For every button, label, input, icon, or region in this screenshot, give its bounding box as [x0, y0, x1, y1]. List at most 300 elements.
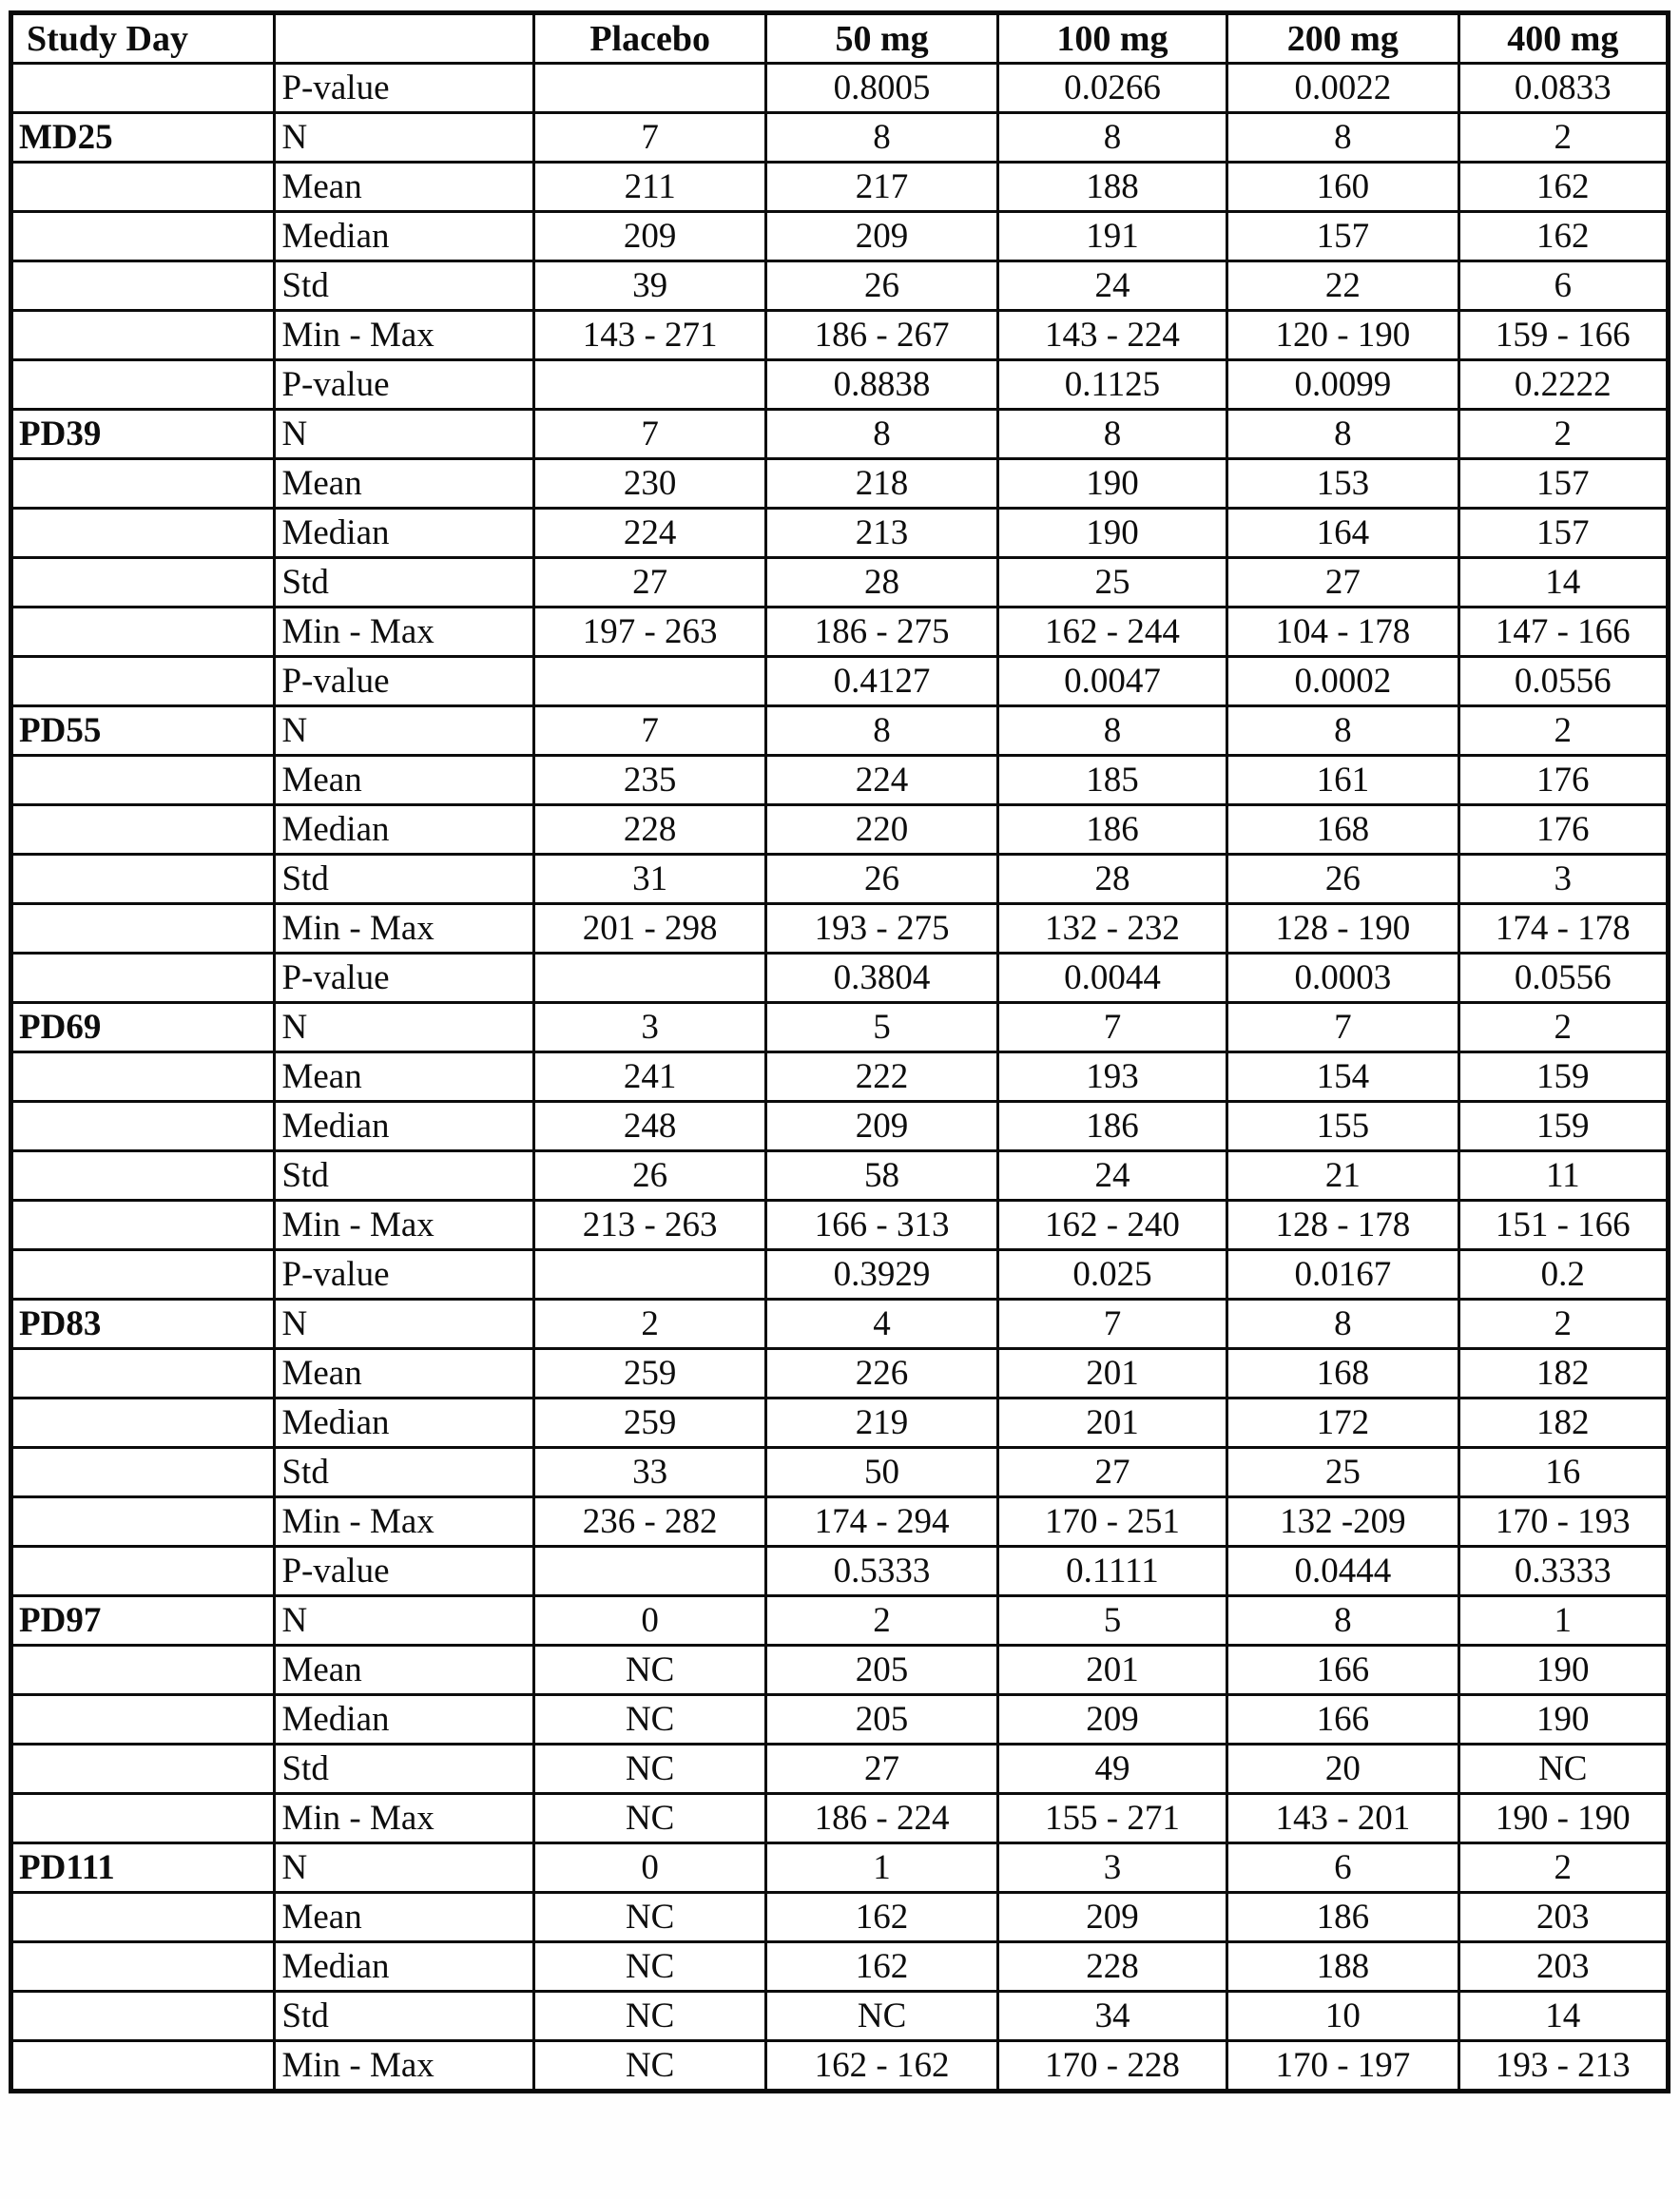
value-cell: 0.8838	[766, 360, 997, 410]
value-cell: 14	[1458, 1992, 1668, 2041]
stat-label: Min - Max	[275, 311, 533, 360]
day-label-empty	[11, 212, 275, 261]
value-cell: NC	[766, 1992, 997, 2041]
value-cell: 27	[766, 1745, 997, 1794]
value-cell: 33	[533, 1448, 765, 1497]
table-row	[11, 1695, 1669, 1745]
value-cell: NC	[533, 1646, 765, 1695]
value-cell: 49	[997, 1745, 1226, 1794]
day-label-empty	[11, 1794, 275, 1843]
day-label-empty	[11, 2041, 275, 2092]
value-cell: 24	[997, 1151, 1226, 1201]
stat-label: Mean	[275, 1646, 533, 1695]
table-row	[11, 1843, 1669, 1893]
value-cell: 186	[1227, 1893, 1458, 1942]
value-cell: 143 - 271	[533, 311, 765, 360]
value-cell: 166 - 313	[766, 1201, 997, 1250]
value-cell: 190	[997, 509, 1226, 558]
day-label-empty	[11, 1893, 275, 1942]
stat-label: Std	[275, 1745, 533, 1794]
value-cell: 132 - 232	[997, 904, 1226, 954]
value-cell: 0.3333	[1458, 1547, 1668, 1596]
table-row	[11, 1250, 1669, 1300]
value-cell: 168	[1227, 805, 1458, 855]
value-cell: 159	[1458, 1102, 1668, 1151]
stat-label: N	[275, 1843, 533, 1893]
day-label-empty	[11, 1942, 275, 1992]
value-cell: 176	[1458, 756, 1668, 805]
value-cell: 24	[997, 261, 1226, 311]
value-cell: 0.0556	[1458, 657, 1668, 706]
day-label-empty	[11, 608, 275, 657]
day-label-empty	[11, 1745, 275, 1794]
value-cell: 209	[997, 1893, 1226, 1942]
value-cell: 25	[1227, 1448, 1458, 1497]
stat-label: Median	[275, 1398, 533, 1448]
value-cell: 209	[766, 212, 997, 261]
value-cell: 8	[997, 410, 1226, 459]
stat-label: Median	[275, 805, 533, 855]
value-cell: 0.0047	[997, 657, 1226, 706]
value-cell: 2	[1458, 113, 1668, 163]
day-label-empty	[11, 904, 275, 954]
value-cell: 0.0266	[997, 64, 1226, 113]
stat-label: N	[275, 410, 533, 459]
stat-label: Mean	[275, 756, 533, 805]
table-row	[11, 1596, 1669, 1646]
day-label-empty	[11, 1992, 275, 2041]
value-cell: 197 - 263	[533, 608, 765, 657]
stat-label: Median	[275, 1695, 533, 1745]
value-cell: 2	[1458, 706, 1668, 756]
table-row	[11, 805, 1669, 855]
table-header-row	[11, 13, 1669, 64]
value-cell: 143 - 224	[997, 311, 1226, 360]
day-label-empty	[11, 657, 275, 706]
table-row	[11, 558, 1669, 608]
value-cell: 222	[766, 1052, 997, 1102]
value-cell: 7	[1227, 1003, 1458, 1052]
day-label-empty	[11, 756, 275, 805]
value-cell: 170 - 251	[997, 1497, 1226, 1547]
table-row	[11, 64, 1669, 113]
table-row	[11, 1497, 1669, 1547]
value-cell: 28	[997, 855, 1226, 904]
stat-label: P-value	[275, 360, 533, 410]
value-cell: 162	[1458, 163, 1668, 212]
day-label-empty	[11, 805, 275, 855]
value-cell: 8	[1227, 1300, 1458, 1349]
value-cell: 174 - 294	[766, 1497, 997, 1547]
value-cell: 0.0044	[997, 954, 1226, 1003]
table-row	[11, 706, 1669, 756]
value-cell: 0.3804	[766, 954, 997, 1003]
value-cell: 166	[1227, 1646, 1458, 1695]
day-label-empty	[11, 1695, 275, 1745]
table-row	[11, 1052, 1669, 1102]
value-cell: 170 - 193	[1458, 1497, 1668, 1547]
value-cell: 0	[533, 1596, 765, 1646]
column-header-200-mg: 200 mg	[1227, 13, 1458, 64]
day-label-pd55: PD55	[11, 706, 275, 756]
stat-label: P-value	[275, 64, 533, 113]
stat-label: N	[275, 1003, 533, 1052]
column-header-placebo: Placebo	[533, 13, 765, 64]
value-cell: 2	[1458, 410, 1668, 459]
value-cell: 26	[533, 1151, 765, 1201]
stat-label: N	[275, 1300, 533, 1349]
value-cell: 186 - 224	[766, 1794, 997, 1843]
day-label-empty	[11, 311, 275, 360]
stat-label: Mean	[275, 1349, 533, 1398]
day-label-empty	[11, 509, 275, 558]
value-cell: 0.8005	[766, 64, 997, 113]
value-cell: 8	[997, 706, 1226, 756]
value-cell: 26	[766, 855, 997, 904]
value-cell: 27	[1227, 558, 1458, 608]
table-row	[11, 1547, 1669, 1596]
study-day-statistics-table	[9, 10, 1670, 2093]
value-cell: 190	[1458, 1646, 1668, 1695]
value-cell: 132 -209	[1227, 1497, 1458, 1547]
value-cell: 162 - 240	[997, 1201, 1226, 1250]
stat-label: Mean	[275, 1052, 533, 1102]
value-cell	[533, 954, 765, 1003]
value-cell: 3	[1458, 855, 1668, 904]
value-cell: 193	[997, 1052, 1226, 1102]
value-cell: 39	[533, 261, 765, 311]
value-cell: 259	[533, 1398, 765, 1448]
stat-label: Min - Max	[275, 1497, 533, 1547]
value-cell: 58	[766, 1151, 997, 1201]
stat-label: Std	[275, 1992, 533, 2041]
value-cell: 8	[766, 706, 997, 756]
value-cell: 186 - 275	[766, 608, 997, 657]
column-header-100-mg: 100 mg	[997, 13, 1226, 64]
value-cell: 209	[766, 1102, 997, 1151]
value-cell: 8	[1227, 1596, 1458, 1646]
value-cell: 0.5333	[766, 1547, 997, 1596]
value-cell: 211	[533, 163, 765, 212]
day-label-empty	[11, 1052, 275, 1102]
value-cell: 27	[533, 558, 765, 608]
value-cell: 3	[533, 1003, 765, 1052]
value-cell: 0.3929	[766, 1250, 997, 1300]
value-cell: 8	[766, 113, 997, 163]
value-cell: 160	[1227, 163, 1458, 212]
value-cell: 0.2	[1458, 1250, 1668, 1300]
value-cell: 0	[533, 1843, 765, 1893]
value-cell: 2	[1458, 1003, 1668, 1052]
value-cell: 6	[1458, 261, 1668, 311]
value-cell: 172	[1227, 1398, 1458, 1448]
table-row	[11, 657, 1669, 706]
table-row	[11, 855, 1669, 904]
stat-label: Std	[275, 261, 533, 311]
value-cell: 28	[766, 558, 997, 608]
day-label-pd111: PD111	[11, 1843, 275, 1893]
table-row	[11, 1398, 1669, 1448]
day-label-pd83: PD83	[11, 1300, 275, 1349]
table-row	[11, 1300, 1669, 1349]
value-cell: 226	[766, 1349, 997, 1398]
value-cell: NC	[533, 1745, 765, 1794]
value-cell: 228	[997, 1942, 1226, 1992]
value-cell: NC	[533, 1893, 765, 1942]
table-row	[11, 1201, 1669, 1250]
value-cell: 5	[997, 1596, 1226, 1646]
day-label-empty	[11, 163, 275, 212]
day-label-empty	[11, 1547, 275, 1596]
value-cell: 168	[1227, 1349, 1458, 1398]
day-label-md25: MD25	[11, 113, 275, 163]
value-cell: 186	[997, 1102, 1226, 1151]
value-cell: 228	[533, 805, 765, 855]
value-cell: 26	[766, 261, 997, 311]
value-cell: 1	[1458, 1596, 1668, 1646]
value-cell: NC	[1458, 1745, 1668, 1794]
stat-label: Std	[275, 1448, 533, 1497]
table-row	[11, 360, 1669, 410]
value-cell: 20	[1227, 1745, 1458, 1794]
value-cell: 10	[1227, 1992, 1458, 2041]
table-row	[11, 1102, 1669, 1151]
stat-label: Mean	[275, 459, 533, 509]
table-row	[11, 261, 1669, 311]
value-cell: 2	[533, 1300, 765, 1349]
table-row	[11, 410, 1669, 459]
stat-label: Std	[275, 855, 533, 904]
value-cell: 7	[997, 1003, 1226, 1052]
value-cell: 7	[997, 1300, 1226, 1349]
day-label-empty	[11, 360, 275, 410]
value-cell: 157	[1458, 509, 1668, 558]
value-cell: 21	[1227, 1151, 1458, 1201]
table-row	[11, 904, 1669, 954]
value-cell: 230	[533, 459, 765, 509]
value-cell: 7	[533, 113, 765, 163]
day-label-empty	[11, 1201, 275, 1250]
value-cell: 1	[766, 1843, 997, 1893]
day-label-empty	[11, 1151, 275, 1201]
value-cell: 2	[766, 1596, 997, 1646]
value-cell	[533, 64, 765, 113]
value-cell: 14	[1458, 558, 1668, 608]
day-label-pd69: PD69	[11, 1003, 275, 1052]
value-cell: 8	[766, 410, 997, 459]
value-cell: 203	[1458, 1893, 1668, 1942]
value-cell: 170 - 197	[1227, 2041, 1458, 2092]
value-cell: 191	[997, 212, 1226, 261]
table-row	[11, 608, 1669, 657]
value-cell: 182	[1458, 1398, 1668, 1448]
day-label-empty	[11, 459, 275, 509]
table-row	[11, 1646, 1669, 1695]
value-cell: 201	[997, 1646, 1226, 1695]
stat-label: Std	[275, 558, 533, 608]
table-row	[11, 1745, 1669, 1794]
day-label-empty	[11, 1448, 275, 1497]
stat-label: Mean	[275, 1893, 533, 1942]
value-cell: 143 - 201	[1227, 1794, 1458, 1843]
value-cell: 2	[1458, 1843, 1668, 1893]
value-cell	[533, 1547, 765, 1596]
value-cell: 5	[766, 1003, 997, 1052]
stat-label: Min - Max	[275, 1794, 533, 1843]
value-cell: 7	[533, 706, 765, 756]
value-cell: 153	[1227, 459, 1458, 509]
stat-label: Median	[275, 212, 533, 261]
value-cell: 0.4127	[766, 657, 997, 706]
value-cell: 0.0833	[1458, 64, 1668, 113]
value-cell: 188	[997, 163, 1226, 212]
value-cell: 0.0022	[1227, 64, 1458, 113]
day-label-empty	[11, 855, 275, 904]
day-label-empty	[11, 64, 275, 113]
day-label-empty	[11, 558, 275, 608]
value-cell: NC	[533, 1794, 765, 1843]
value-cell: 224	[766, 756, 997, 805]
table-row	[11, 212, 1669, 261]
value-cell: 218	[766, 459, 997, 509]
value-cell: 259	[533, 1349, 765, 1398]
value-cell: 120 - 190	[1227, 311, 1458, 360]
value-cell	[533, 1250, 765, 1300]
stat-label: P-value	[275, 954, 533, 1003]
value-cell: NC	[533, 2041, 765, 2092]
value-cell: 236 - 282	[533, 1497, 765, 1547]
value-cell: 201	[997, 1349, 1226, 1398]
stat-label: Min - Max	[275, 608, 533, 657]
value-cell: 166	[1227, 1695, 1458, 1745]
value-cell: 162	[766, 1893, 997, 1942]
value-cell: 164	[1227, 509, 1458, 558]
value-cell: 25	[997, 558, 1226, 608]
value-cell: 217	[766, 163, 997, 212]
value-cell: 8	[1227, 410, 1458, 459]
table-row	[11, 1349, 1669, 1398]
table-row	[11, 2041, 1669, 2092]
value-cell: 151 - 166	[1458, 1201, 1668, 1250]
value-cell: 188	[1227, 1942, 1458, 1992]
column-header-50-mg: 50 mg	[766, 13, 997, 64]
value-cell: 193 - 275	[766, 904, 997, 954]
table-row	[11, 163, 1669, 212]
value-cell: 209	[997, 1695, 1226, 1745]
value-cell: 159	[1458, 1052, 1668, 1102]
value-cell: 203	[1458, 1942, 1668, 1992]
value-cell: 224	[533, 509, 765, 558]
value-cell: 4	[766, 1300, 997, 1349]
value-cell: 185	[997, 756, 1226, 805]
table-row	[11, 1003, 1669, 1052]
day-label-empty	[11, 1398, 275, 1448]
value-cell: 248	[533, 1102, 765, 1151]
stat-label: N	[275, 706, 533, 756]
value-cell: 190 - 190	[1458, 1794, 1668, 1843]
day-label-empty	[11, 261, 275, 311]
value-cell: 6	[1227, 1843, 1458, 1893]
day-label-empty	[11, 954, 275, 1003]
value-cell: 0.0099	[1227, 360, 1458, 410]
value-cell: 147 - 166	[1458, 608, 1668, 657]
stat-label: N	[275, 1596, 533, 1646]
value-cell: 0.0167	[1227, 1250, 1458, 1300]
value-cell: 162	[766, 1942, 997, 1992]
value-cell: NC	[533, 1942, 765, 1992]
value-cell: 235	[533, 756, 765, 805]
value-cell: 155 - 271	[997, 1794, 1226, 1843]
value-cell: 205	[766, 1646, 997, 1695]
value-cell: 201	[997, 1398, 1226, 1448]
table-row	[11, 311, 1669, 360]
stat-label: P-value	[275, 1547, 533, 1596]
table-row	[11, 1893, 1669, 1942]
value-cell: 3	[997, 1843, 1226, 1893]
value-cell: 26	[1227, 855, 1458, 904]
table-row	[11, 1992, 1669, 2041]
value-cell: 50	[766, 1448, 997, 1497]
value-cell: 193 - 213	[1458, 2041, 1668, 2092]
value-cell: 154	[1227, 1052, 1458, 1102]
value-cell: 2	[1458, 1300, 1668, 1349]
stat-label: Min - Max	[275, 904, 533, 954]
table-body	[11, 64, 1669, 2092]
value-cell: 22	[1227, 261, 1458, 311]
stat-label: P-value	[275, 657, 533, 706]
value-cell: 128 - 190	[1227, 904, 1458, 954]
value-cell: 11	[1458, 1151, 1668, 1201]
value-cell: 0.025	[997, 1250, 1226, 1300]
value-cell: 170 - 228	[997, 2041, 1226, 2092]
value-cell: 128 - 178	[1227, 1201, 1458, 1250]
stat-label: Std	[275, 1151, 533, 1201]
stat-label: Median	[275, 509, 533, 558]
value-cell: 182	[1458, 1349, 1668, 1398]
table-row	[11, 1794, 1669, 1843]
day-label-empty	[11, 1646, 275, 1695]
table-row	[11, 756, 1669, 805]
column-header-400-mg: 400 mg	[1458, 13, 1668, 64]
value-cell: 162 - 244	[997, 608, 1226, 657]
column-header-blank	[275, 13, 533, 64]
stat-label: P-value	[275, 1250, 533, 1300]
value-cell: 31	[533, 855, 765, 904]
stat-label: Min - Max	[275, 1201, 533, 1250]
day-label-pd97: PD97	[11, 1596, 275, 1646]
day-label-empty	[11, 1102, 275, 1151]
value-cell: 190	[1458, 1695, 1668, 1745]
value-cell: NC	[533, 1695, 765, 1745]
value-cell: 162 - 162	[766, 2041, 997, 2092]
value-cell: 213 - 263	[533, 1201, 765, 1250]
value-cell: 219	[766, 1398, 997, 1448]
value-cell: 7	[533, 410, 765, 459]
table-row	[11, 1448, 1669, 1497]
day-label-empty	[11, 1497, 275, 1547]
value-cell: 0.0444	[1227, 1547, 1458, 1596]
value-cell: 104 - 178	[1227, 608, 1458, 657]
value-cell: 161	[1227, 756, 1458, 805]
value-cell	[533, 657, 765, 706]
value-cell: 0.0003	[1227, 954, 1458, 1003]
value-cell: 157	[1227, 212, 1458, 261]
value-cell: 220	[766, 805, 997, 855]
day-label-empty	[11, 1349, 275, 1398]
value-cell: 0.1111	[997, 1547, 1226, 1596]
value-cell: 162	[1458, 212, 1668, 261]
value-cell: 0.2222	[1458, 360, 1668, 410]
